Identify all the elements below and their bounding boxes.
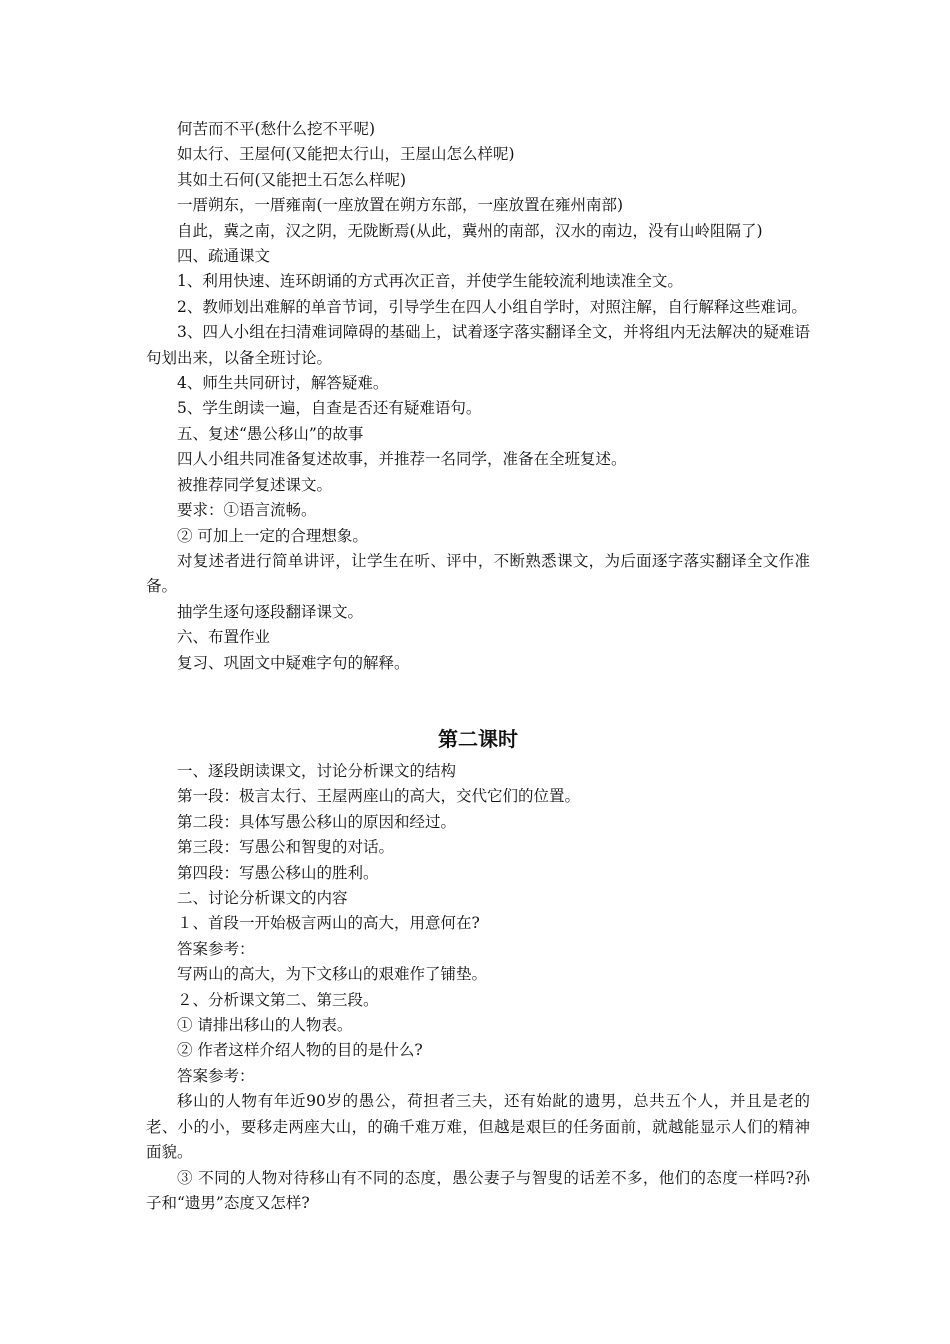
- section-heading-6: 六、布置作业: [177, 628, 271, 647]
- lesson-two-title: 第二课时: [438, 727, 518, 751]
- text-line: 被推荐同学复述课文。: [177, 475, 333, 494]
- text-line: 何苦而不平(愁什么挖不平呢): [177, 120, 376, 138]
- text-line: 3、四人小组在扫清难词障碍的基础上，试着逐字落实翻译全文，并将组内无法解决的疑难语句划出来，以备全班讨论。: [146, 323, 810, 367]
- text-line: 四人小组共同准备复述故事，并推荐一名同学，准备在全班复述。: [177, 450, 627, 469]
- text-line: 如太行、王屋何(又能把太行山，王屋山怎么样呢): [177, 145, 515, 164]
- text-line: 第三段：写愚公和智叟的对话。: [177, 838, 395, 857]
- sub-question: ③ 不同的人物对待移山有不同的态度，愚公妻子与智叟的话差不多，他们的态度一样吗?孙子和“遗男”态度又怎样?: [146, 1168, 810, 1212]
- section-heading-1: 一、逐段朗读课文，讨论分析课文的结构: [177, 762, 457, 780]
- text-line: 第二段：具体写愚公移山的原因和经过。: [177, 812, 457, 831]
- answer-label: 答案参考：: [177, 939, 255, 958]
- answer-text: 写两山的高大，为下文移山的艰难作了铺垫。: [177, 965, 488, 984]
- text-line: 1、利用快速、连环朗诵的方式再次正音，并使学生能较流利地读准全文。: [177, 272, 683, 291]
- question-line: １、首段一开始极言两山的高大，用意何在?: [177, 914, 480, 933]
- text-line: 要求：①语言流畅。: [177, 501, 317, 520]
- question-line: ２、分析课文第二、第三段。: [177, 990, 379, 1009]
- lesson-section-two: [146, 759, 810, 1216]
- text-line: 抽学生逐句逐段翻译课文。: [177, 602, 364, 621]
- lesson-section-one: [146, 117, 810, 676]
- text-line: 自此，冀之南，汉之阴，无陇断焉(从此，冀州的南部，汉水的南边，没有山岭阻隔了): [177, 221, 763, 240]
- text-line: ② 可加上一定的合理想象。: [177, 526, 368, 545]
- answer-label: 答案参考：: [177, 1066, 255, 1085]
- sub-question: ① 请排出移山的人物表。: [177, 1016, 353, 1035]
- text-line: 第一段：极言太行、王屋两座山的高大，交代它们的位置。: [177, 787, 581, 806]
- text-line: 一厝朔东，一厝雍南(一座放置在朔方东部，一座放置在雍州南部): [177, 196, 624, 215]
- text-line: 5、学生朗读一遍，自查是否还有疑难语句。: [177, 399, 482, 418]
- answer-text: 移山的人物有年近90岁的愚公，荷担者三夫，还有始龀的遗男，总共五个人，并且是老的老、小的小，要移走两座大山，的确千难万难，但越是艰巨的任务面前，就越能显示人们的精神面貌。: [146, 1092, 810, 1162]
- text-line: 复习、巩固文中疑难字句的解释。: [177, 653, 410, 672]
- text-line: 4、师生共同研讨，解答疑难。: [177, 374, 389, 393]
- section-heading-4: 四、疏通课文: [177, 247, 271, 266]
- text-line: 其如土石何(又能把土石怎么样呢): [177, 170, 407, 189]
- section-heading-5: 五、复述“愚公移山”的故事: [177, 424, 364, 443]
- section-heading-2: 二、讨论分析课文的内容: [177, 889, 348, 908]
- sub-question: ② 作者这样介绍人物的目的是什么?: [177, 1041, 423, 1060]
- text-line: 对复述者进行简单讲评，让学生在听、评中，不断熟悉课文，为后面逐字落实翻译全文作准备。: [146, 551, 810, 596]
- text-line: 2、教师划出难解的单音节词，引导学生在四人小组自学时，对照注解，自行解释这些难词。: [177, 297, 807, 316]
- text-line: 第四段：写愚公移山的胜利。: [177, 863, 379, 882]
